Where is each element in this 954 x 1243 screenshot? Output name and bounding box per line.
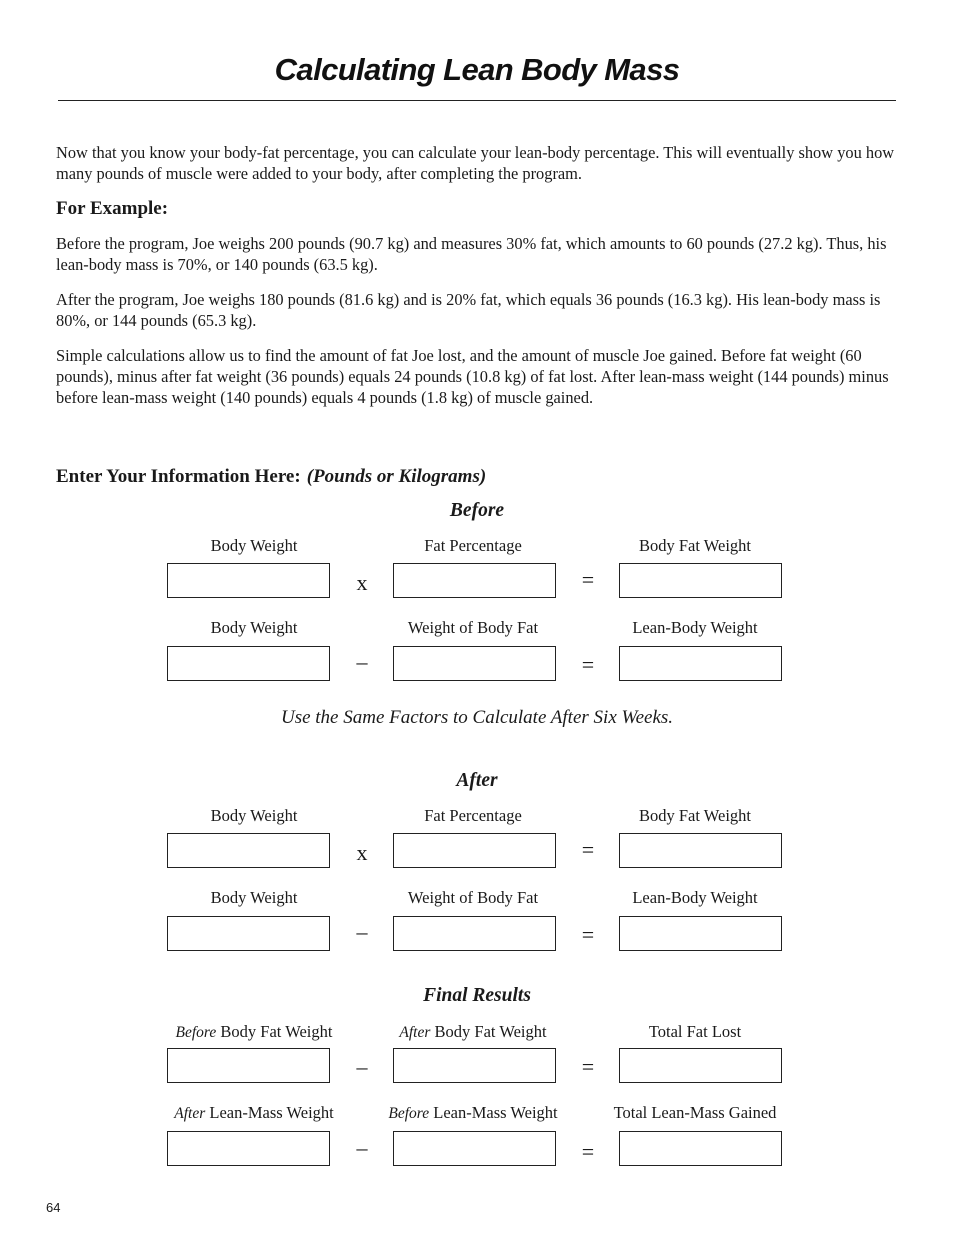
after-fat-percentage-input[interactable]: [393, 833, 556, 868]
before-lean-body-weight-label: Lean-Body Weight: [632, 618, 758, 637]
before-lean-mass-weight-input[interactable]: [393, 1131, 556, 1166]
after-prefix: After: [399, 1024, 431, 1041]
before-weight-of-body-fat-input[interactable]: [393, 646, 556, 681]
equals-sign: =: [581, 567, 595, 592]
example-heading: For Example:: [56, 198, 169, 219]
after-body-fat-weight-label: Body Fat Weight: [638, 806, 752, 825]
after-body-fat-weight-result-label: [383, 1022, 563, 1042]
before-body-fat-weight-label: Body Fat Weight: [638, 536, 752, 555]
before-fat-percentage-input[interactable]: [393, 563, 556, 598]
multiply-sign: x: [356, 570, 368, 595]
label-text: Lean-Mass Weight: [433, 1103, 558, 1122]
form-heading: [56, 466, 486, 488]
equals-sign: =: [581, 837, 595, 862]
after-weight-of-body-fat-label: Weight of Body Fat: [407, 888, 539, 907]
minus-sign: –: [356, 1135, 368, 1160]
after-body-weight-label: Body Weight: [210, 806, 298, 825]
before-body-weight-label: Body Weight: [210, 536, 298, 555]
equals-sign: =: [581, 1054, 595, 1079]
after-weight-of-body-fat-input[interactable]: [393, 916, 556, 951]
after-body-weight-label-2: Body Weight: [210, 888, 298, 907]
before-fat-percentage-label: Fat Percentage: [424, 536, 522, 555]
after-fat-percentage-label: Fat Percentage: [424, 806, 522, 825]
before-section-label: Before: [449, 500, 505, 521]
label-text: Lean-Mass Weight: [209, 1103, 334, 1122]
form-heading-text: Enter Your Information Here:: [56, 466, 301, 487]
page-title: Calculating Lean Body Mass: [274, 52, 680, 87]
before-prefix: Before: [175, 1024, 217, 1041]
after-body-weight-input-2[interactable]: [167, 916, 330, 951]
before-body-fat-weight-result-label: [160, 1022, 348, 1042]
before-body-weight-label-2: Body Weight: [210, 618, 298, 637]
equals-sign: =: [581, 1139, 595, 1164]
page-number: 64: [46, 1200, 61, 1215]
before-prefix: Before: [388, 1105, 430, 1122]
example-paragraph-after: After the program, Joe weighs 180 pounds (81.6 kg) and is 20% fat, which equals 36 pounds (16.3 kg). His lean-body mass is 80%, or 144 pounds (65.3 kg).: [56, 290, 881, 330]
equals-sign: =: [581, 922, 595, 947]
after-body-weight-input[interactable]: [167, 833, 330, 868]
after-section-label: After: [456, 770, 498, 791]
after-body-fat-weight-input[interactable]: [619, 833, 782, 868]
minus-sign: –: [356, 919, 368, 944]
multiply-sign: x: [356, 840, 368, 865]
total-fat-lost-label: Total Fat Lost: [648, 1022, 742, 1041]
label-text: Body Fat Weight: [434, 1022, 547, 1041]
equals-sign: =: [581, 652, 595, 677]
example-paragraph-before: Before the program, Joe weighs 200 pounds (90.7 kg) and measures 30% fat, which amounts to 60 pounds (27.2 kg). Thus, his lean-body mass is 70%, or 140 pounds (63.5 kg).: [56, 234, 887, 274]
before-lean-mass-weight-label: [372, 1103, 574, 1123]
before-lean-body-weight-input[interactable]: [619, 646, 782, 681]
after-lean-mass-weight-label: [150, 1103, 358, 1123]
after-lean-body-weight-label: Lean-Body Weight: [632, 888, 758, 907]
total-lean-mass-gained-label: Total Lean-Mass Gained: [613, 1103, 777, 1122]
label-text: Body Fat Weight: [220, 1022, 333, 1041]
final-results-label: Final Results: [423, 985, 531, 1006]
minus-sign: –: [356, 1054, 368, 1079]
form-heading-units-note: (Pounds or Kilograms): [306, 466, 487, 487]
example-paragraph-calculation: Simple calculations allow us to find the amount of fat Joe lost, and the amount of muscle Joe gained. Before fat weight (60 pounds), minus after fat weight (36 pounds) equals 24 pounds (10.8 kg) of fat lost. After lean-mass weight (144 pounds) minus before lean-mass weight (140 pounds) equals 4 pounds (1.8 kg) of muscle gained.: [56, 346, 889, 407]
same-factors-note: Use the Same Factors to Calculate After Six Weeks.: [280, 707, 674, 728]
title-divider: [58, 100, 896, 101]
after-prefix: After: [174, 1105, 206, 1122]
intro-paragraph: Now that you know your body-fat percentage, you can calculate your lean-body percentage. This will eventually show you how many pounds of muscle were added to your body, after completing the program.: [56, 143, 895, 183]
before-body-weight-input-2[interactable]: [167, 646, 330, 681]
after-lean-body-weight-input[interactable]: [619, 916, 782, 951]
before-body-fat-weight-result-input[interactable]: [167, 1048, 330, 1083]
before-body-weight-input[interactable]: [167, 563, 330, 598]
total-lean-mass-gained-input[interactable]: [619, 1131, 782, 1166]
after-body-fat-weight-result-input[interactable]: [393, 1048, 556, 1083]
before-weight-of-body-fat-label: Weight of Body Fat: [407, 618, 539, 637]
total-fat-lost-input[interactable]: [619, 1048, 782, 1083]
after-lean-mass-weight-input[interactable]: [167, 1131, 330, 1166]
before-body-fat-weight-input[interactable]: [619, 563, 782, 598]
minus-sign: –: [356, 649, 368, 674]
